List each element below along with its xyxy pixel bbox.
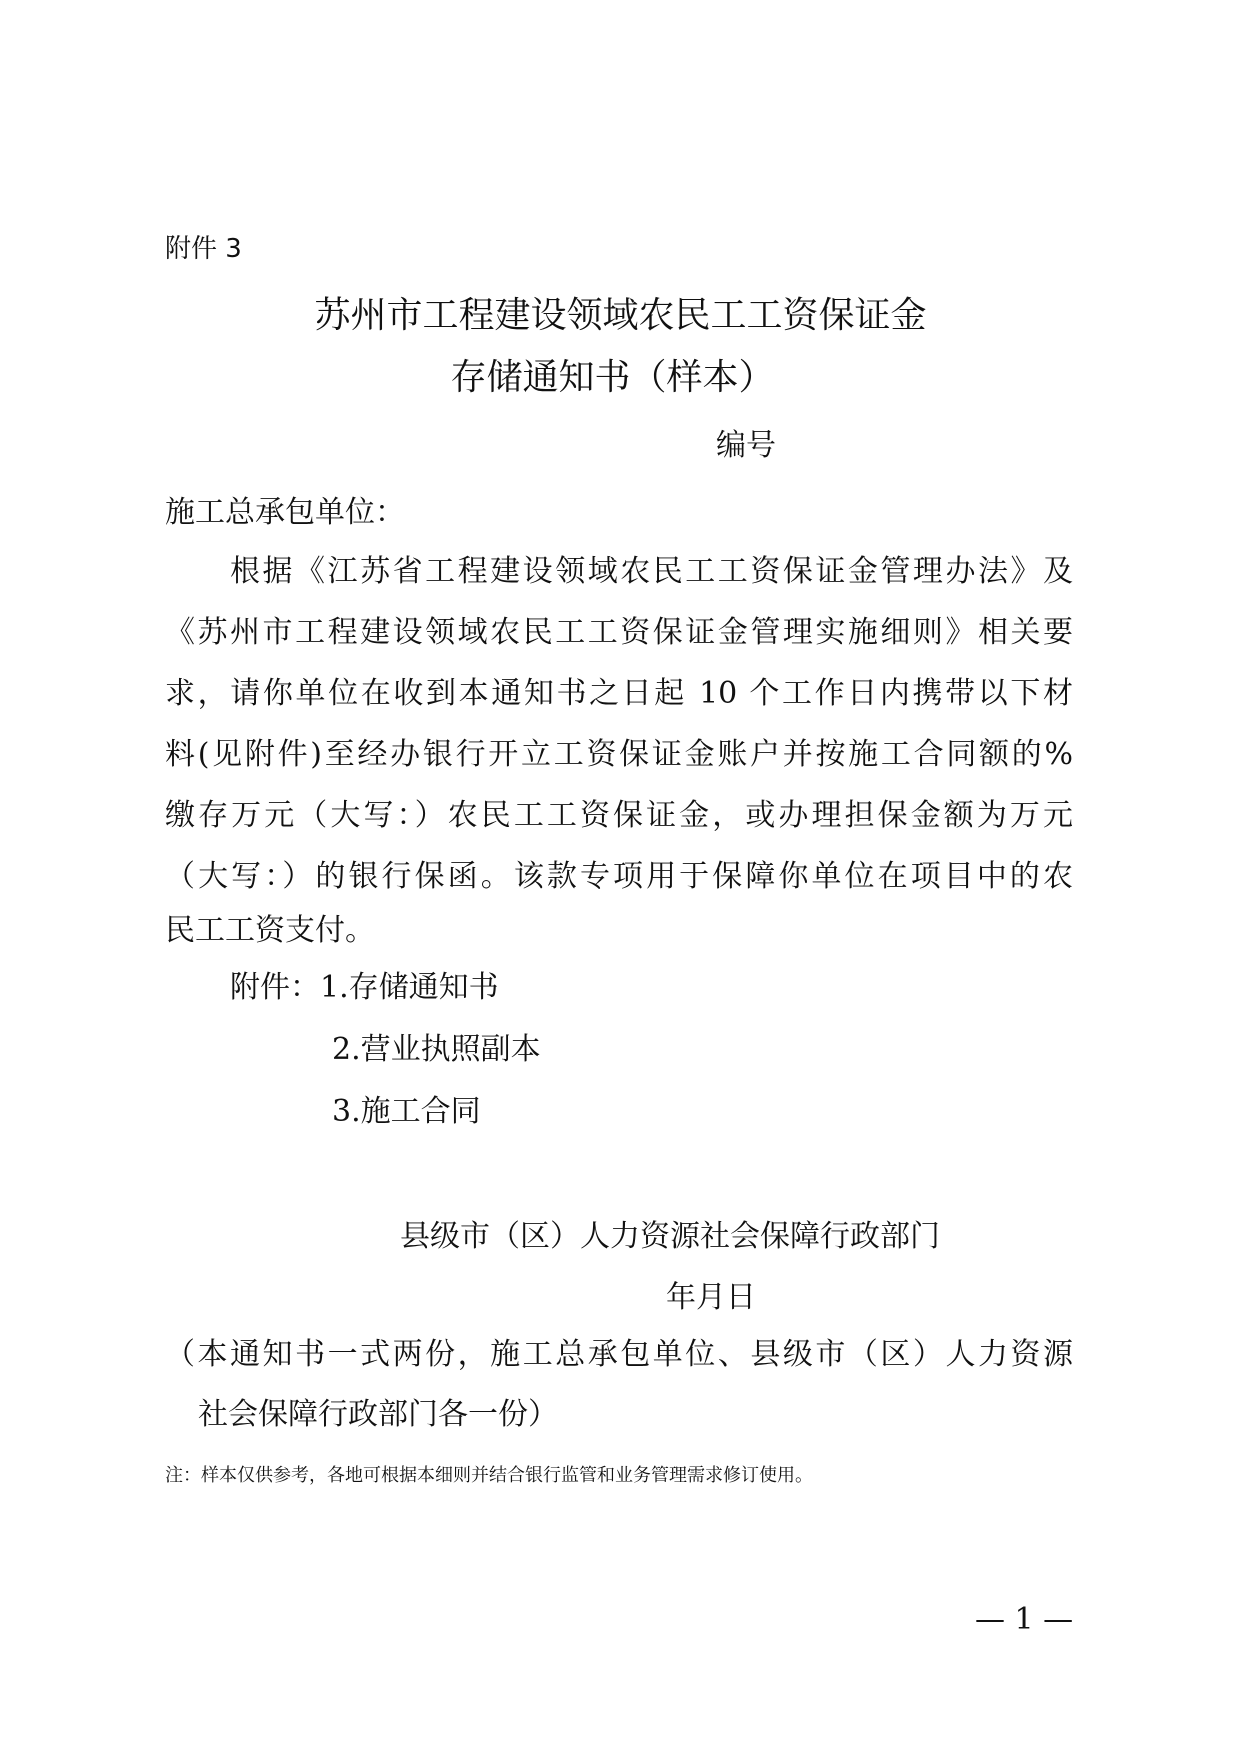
- body-line-3: 求，请你单位在收到本通知书之日起 10 个工作日内携带以下材: [165, 676, 1073, 711]
- attachment-label: 附件 3: [165, 234, 242, 264]
- footnote: 注：样本仅供参考，各地可根据本细则并结合银行监管和业务管理需求修订使用。: [165, 1465, 813, 1486]
- document-title-line-2: 存储通知书（样本）: [450, 357, 775, 398]
- document-title-line-1: 苏州市工程建设领域农民工工资保证金: [314, 295, 927, 336]
- issue-date: 年月日: [666, 1280, 756, 1315]
- document-number-label: 编号: [716, 428, 776, 463]
- attachment-item-2: 2.营业执照副本: [332, 1032, 541, 1067]
- body-line-7: 民工工资支付。: [165, 913, 375, 948]
- copies-note-line-2: 社会保障行政部门各一份）: [198, 1397, 558, 1432]
- salutation: 施工总承包单位：: [165, 495, 405, 530]
- attachments-heading: 附件：1.存储通知书: [230, 970, 499, 1005]
- attachment-item-3: 3.施工合同: [332, 1094, 481, 1129]
- page-number: — 1 —: [975, 1602, 1074, 1637]
- issuing-department: 县级市（区）人力资源社会保障行政部门: [400, 1219, 940, 1254]
- body-line-6: （大写：）的银行保函。该款专项用于保障你单位在项目中的农: [165, 859, 1073, 894]
- body-line-5: 缴存万元（大写：）农民工工资保证金，或办理担保金额为万元: [165, 798, 1073, 833]
- copies-note-line-1: （本通知书一式两份，施工总承包单位、县级市（区）人力资源: [165, 1337, 1073, 1372]
- body-line-1: 根据《江苏省工程建设领域农民工工资保证金管理办法》及: [230, 554, 1073, 589]
- body-line-2: 《苏州市工程建设领域农民工工资保证金管理实施细则》相关要: [165, 615, 1073, 650]
- body-line-4: 料(见附件)至经办银行开立工资保证金账户并按施工合同额的%: [165, 737, 1073, 772]
